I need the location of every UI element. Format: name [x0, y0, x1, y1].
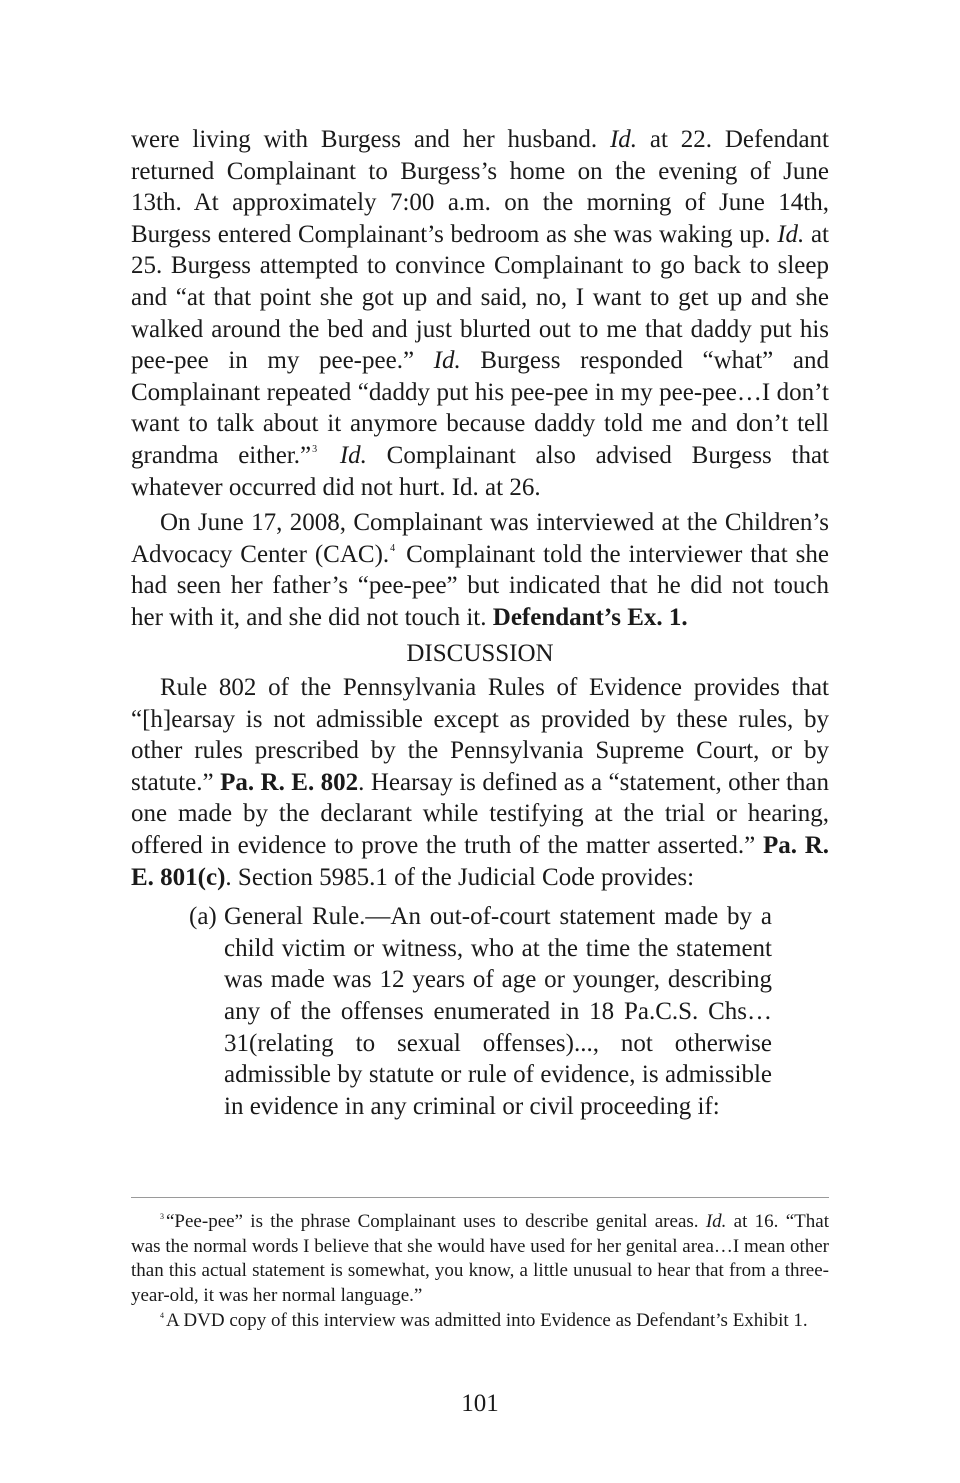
citation-id: Id.: [609, 126, 638, 153]
paragraph-rule-802: [131, 672, 829, 893]
text-run: at 16. “That was the normal words I believe that she would have used for her genital area…I mean other than this actual statement is somewhat, you know, a little unusual to hear that from a three-year-old, it was her normal language.”: [131, 1211, 829, 1307]
text-run: “Pee-pee” is the phrase Complainant uses to describe genital areas.: [166, 1211, 706, 1232]
text-run: A DVD copy of this interview was admitted into Evidence as Defendant’s Exhibit 1.: [166, 1309, 808, 1331]
footnotes: [131, 1210, 829, 1334]
page-number: 101: [461, 1390, 499, 1417]
citation-id: Id.: [705, 1211, 727, 1232]
text-run: On June 17, 2008, Complainant was interviewed at the Children’s Advocacy Center (CAC).: [131, 509, 829, 568]
footnote-number: 4: [160, 1310, 164, 1320]
text-run: were living with Burgess and her husband.: [131, 126, 610, 153]
footnote-number: 3: [160, 1212, 164, 1221]
citation-rule-801c: Pa. R. E. 801(c): [131, 832, 829, 891]
section-heading: DISCUSSION: [406, 639, 554, 667]
text-run: at 22. Defendant returned Complainant to Burgess’s home on the evening of June 13th. At approximately 7:00 a.m. on the morning of June 14th, Burgess entered Complainant’s bedroom as she was waking up.: [131, 126, 829, 248]
citation-id: Id.: [777, 220, 805, 248]
text-run: . Section 5985.1 of the Judicial Code provides:: [225, 863, 695, 891]
paragraph-burgess-statement: [131, 124, 829, 503]
quote-label: (a): [189, 903, 217, 931]
citation-rule-802: Pa. R. E. 802: [220, 768, 359, 796]
text-run: at 25. Burgess attempted to convince Complainant to go back to sleep and “at that point she got up and said, no, I want to get up and she walked around the bed and just blurted out to me that daddy put his pee-pee in my pee-pee.”: [131, 220, 830, 375]
citation-id: Id.: [339, 441, 367, 469]
text-run: . Hearsay is defined as a “statement, other than one made by the declarant while testifying at the trial or hearing, offered in evidence to prove the truth of the matter asserted.”: [131, 768, 830, 860]
footnote-3: [131, 1210, 829, 1309]
text-run: Complainant also advised Burgess that whatever occurred did not hurt. Id. at 26.: [131, 441, 830, 501]
footnote-ref-4[interactable]: 4: [390, 542, 396, 554]
footnote-4: [131, 1309, 829, 1334]
footnote-ref-3[interactable]: 3: [312, 443, 318, 455]
text-run: Burgess responded “what” and Complainant repeated “daddy put his pee-pee in my pee-pee…I don’t want to talk about it anymore because daddy told me and don’t tell grandma either.”: [131, 347, 829, 469]
text-run: Rule 802 of the Pennsylvania Rules of Evidence provides that “[h]earsay is not admissible except as provided by these rules, by other rules prescribed by the Pennsylvania Supreme Court, or by statute.”: [131, 674, 829, 796]
footnote-divider: [131, 1197, 829, 1198]
paragraph-cac-interview: [131, 507, 829, 633]
block-quote-statute: [189, 901, 772, 1122]
main-text: [131, 124, 829, 1122]
text-run: Complainant told the interviewer that she had seen her father’s “pee-pee” but indicated that he did not touch her with it, and she did not touch it.: [131, 540, 829, 631]
quote-text: General Rule.—An out-of-court statement made by a child victim or witness, who at the time the statement was made was 12 years of age or younger, describing any of the offenses enumerated in 18 Pa.C.S. Chs…31(relating to sexual offenses)..., not otherwise admissible by statute or rule of evidence, is admissible in evidence in any criminal or civil proceeding if:: [224, 903, 772, 1120]
citation-exhibit: Defendant’s Ex. 1.: [492, 603, 688, 631]
citation-id: Id.: [433, 347, 461, 375]
